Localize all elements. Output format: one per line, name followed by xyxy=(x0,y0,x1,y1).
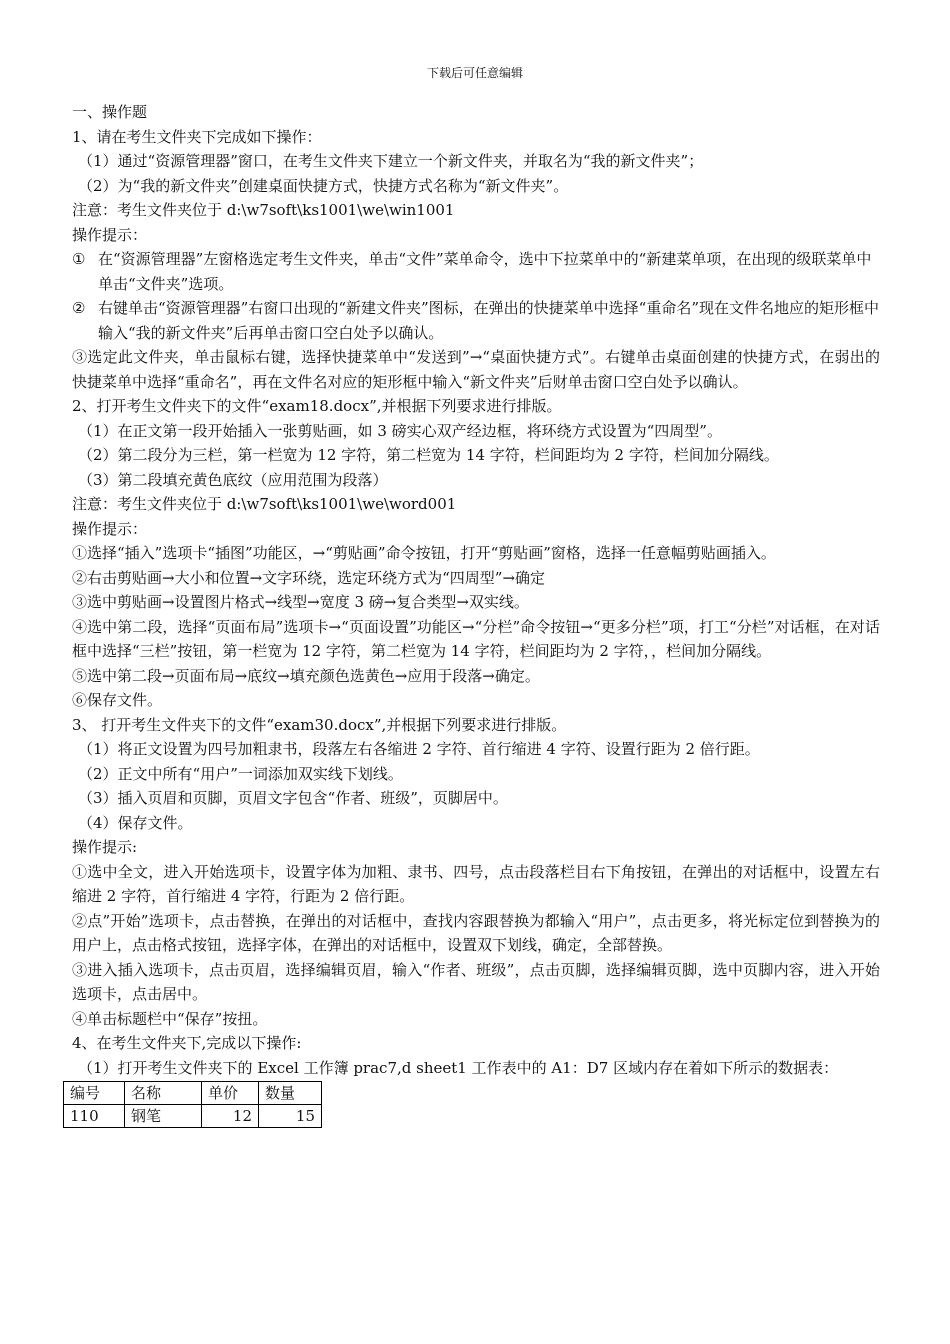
page-header: 下载后可任意编辑 xyxy=(426,66,523,80)
q1-hint-step-1 xyxy=(72,247,880,296)
q1-note: 注意：考生文件夹位于 d:\w7soft\ks1001\we\win1001 xyxy=(72,201,455,219)
data-table xyxy=(63,1081,322,1128)
q3-requirement-3: （3）插入页眉和页脚，页眉文字包含“作者、班级”，页脚居中。 xyxy=(78,789,508,807)
question-4-title: 4、在考生文件夹下,完成以下操作: xyxy=(72,1034,302,1052)
q3-hint-step-1: ①选中全文，进入开始选项卡，设置字体为加粗、隶书、四号，点击段落栏目右下角按钮，在弹出的对话框中，设置左右缩进 2 字符，首行缩进 4 字符，行距为 2 倍行距。 xyxy=(72,862,880,905)
question-1-title: 1、请在考生文件夹下完成如下操作： xyxy=(72,127,322,146)
step-text: 右键单击“资源管理器”右窗口出现的“新建文件夹”图标，在弹出的快捷菜单中选择“重命名”现在文件名地应的矩形框中输入“我的新文件夹”后再单击窗口空白处予以确认。 xyxy=(98,299,880,342)
table-header-row xyxy=(64,1082,322,1105)
q2-requirement-1: （1）在正文第一段开始插入一张剪贴画，如 3 磅实心双产经边框，将环绕方式设置为“四周型”。 xyxy=(78,421,722,440)
step-marker: ① xyxy=(72,250,86,268)
step-text: 在“资源管理器”左窗格选定考生文件夹，单击“文件”菜单命令，选中下拉菜单中的“新建菜单项，在出现的级联菜单中单击“文件夹”选项。 xyxy=(98,250,872,293)
q1-requirement-2: （2）为“我的新文件夹”创建桌面快捷方式，快捷方式名称为“新文件夹”。 xyxy=(78,176,569,195)
q2-requirement-2: （2）第二段分为三栏，第一栏宽为 12 字符，第二栏宽为 14 字符，栏间距均为 2 字符，栏间加分隔线。 xyxy=(78,446,779,464)
q3-requirement-1: （1）将正文设置为四号加粗隶书，段落左右各缩进 2 字符、首行缩进 4 字符、设置行距为 2 倍行距。 xyxy=(78,740,760,758)
q2-hint-step-3: ③选中剪贴画→设置图片格式→线型→宽度 3 磅→复合类型→双实线。 xyxy=(72,593,529,611)
q2-requirement-3: （3）第二段填充黄色底纹（应用范围为段落） xyxy=(78,470,388,489)
q3-hint-step-2: ②点”开始”选项卡，点击替换，在弹出的对话框中，查找内容跟替换为都输入“用户”，点击更多，将光标定位到替换为的用户上，点击格式按钮，选择字体，在弹出的对话框中，设置双下划线，确定，全部替换。 xyxy=(72,911,880,954)
table-header-cell: 数量 xyxy=(259,1082,322,1105)
q2-hint-step-5: ⑤选中第二段→页面布局→底纹→填充颜色选黄色→应用于段落→确定。 xyxy=(72,666,540,685)
q1-hint-label: 操作提示： xyxy=(72,225,148,244)
question-2-title: 2、打开考生文件夹下的文件“exam18.docx”,并根据下列要求进行排版。 xyxy=(72,397,562,415)
q4-requirement-1: （1）打开考生文件夹下的 Excel 工作簿 prac7,d sheet1 工作表中的 A1：D7 区域内存在着如下所示的数据表： xyxy=(78,1058,839,1077)
document-body xyxy=(72,100,880,1128)
table-cell: 15 xyxy=(259,1105,322,1128)
q2-hint-step-1: ①选择“插入”选项卡“插图”功能区，→“剪贴画”命令按钮，打开“剪贴画”窗格，选择一任意幅剪贴画插入。 xyxy=(72,544,776,562)
q2-hint-step-4: ④选中第二段，选择“页面布局”选项卡→“页面设置”功能区→“分栏”命令按钮→“更多分栏”项，打工“分栏”对话框，在对话框中选择“三栏”按钮，第一栏宽为 12 字符，第二栏宽为 14 字符，栏间距均为 2 字符，，栏间加分隔线。 xyxy=(72,617,880,660)
table-cell: 12 xyxy=(202,1105,259,1128)
table-header-cell: 单价 xyxy=(202,1082,259,1105)
table-cell: 110 xyxy=(64,1105,125,1128)
q3-hint-step-3: ③进入插入选项卡，点击页眉，选择编辑页眉，输入“作者、班级”，点击页脚，选择编辑页脚，选中页脚内容，进入开始选项卡，点击居中。 xyxy=(72,960,880,1003)
step-marker: ② xyxy=(72,299,86,317)
q1-requirement-1: （1）通过“资源管理器”窗口，在考生文件夹下建立一个新文件夹，并取名为“我的新文件夹”； xyxy=(78,152,704,170)
q1-hint-step-3: ③选定此文件夹，单击鼠标右键，选择快捷菜单中“发送到”→“桌面快捷方式”。右键单击桌面创建的快捷方式，在弱出的快捷菜单中选择“重命名”，再在文件名对应的矩形框中输入“新文件夹”后财单击窗口空白处予以确认。 xyxy=(72,348,880,391)
q3-hint-label: 操作提示: xyxy=(72,838,138,856)
q3-hint-step-4: ④单击标题栏中“保存”按扭。 xyxy=(72,1009,268,1028)
q2-hint-step-6: ⑥保存文件。 xyxy=(72,691,163,709)
q3-requirement-4: （4）保存文件。 xyxy=(78,813,193,832)
question-3-title: 3、 打开考生文件夹下的文件“exam30.docx”,并根据下列要求进行排版。 xyxy=(72,715,567,734)
section-heading: 一、操作题 xyxy=(72,103,148,121)
table-header-cell: 编号 xyxy=(64,1082,125,1105)
q2-hint-label: 操作提示： xyxy=(72,519,148,538)
table-row xyxy=(64,1105,322,1128)
table-header-cell: 名称 xyxy=(125,1082,202,1105)
q1-hint-step-2 xyxy=(72,296,880,345)
table-cell: 钢笔 xyxy=(125,1105,202,1128)
q2-note: 注意：考生文件夹位于 d:\w7soft\ks1001\we\word001 xyxy=(72,495,457,513)
q2-hint-step-2: ②右击剪贴画→大小和位置→文字环绕，选定环绕方式为“四周型”→确定 xyxy=(72,568,546,587)
q3-requirement-2: （2）正文中所有“用户”一词添加双实线下划线。 xyxy=(78,764,403,783)
